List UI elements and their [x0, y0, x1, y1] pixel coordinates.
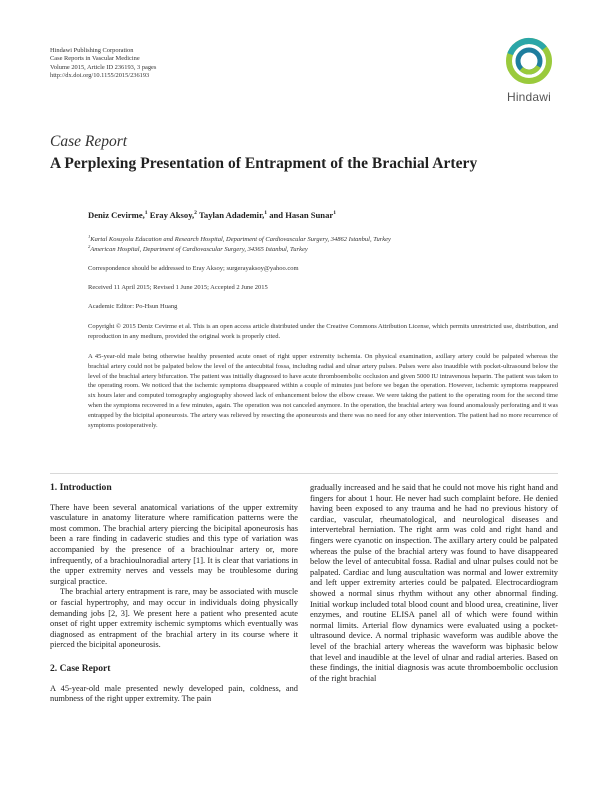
affiliation: [88, 235, 558, 245]
author-affiliation-number: 1: [264, 210, 268, 217]
article-type: Case Report: [50, 133, 128, 150]
affiliation-number: 2: [88, 243, 91, 249]
journal-volume: Volume 2015, Article ID 236193, 3 pages: [50, 63, 157, 71]
abstract: A 45-year-old male being otherwise healthy presented acute onset of right upper extremity ischemia. On physical examination, axillary artery could be palpated whereas the brachial artery could not be palpated below the level of the antecubital fossa, including radial and ulnar artery pulses. Pulses were also inaudible with pocket-ultrasound below the level of the brachial artery bifurcation. The patient was initially diagnosed to have acute thromboembolic occlusion and given 5000 IU intravenous heparin. The patient was taken to the operating room. We noticed that the ischemic symptoms disappeared within a couple of minutes just before we began the operation. However, ischemic symptoms reappeared six hours later and computed tomography angiography showed lack of enhancement below the elbow crease. We were taking the patient to the operating room for the second time when the symptoms recovered in a few minutes, again. The operation was not canceled anymore. In the operation, the brachial artery was found anomalously perforating and it was entrapped by the bicipital aponeurosis. The artery was relieved by resecting the aponeurosis and there was no need for any other intervention. The patient had no more recurrence of symptoms postoperatively.: [88, 353, 558, 429]
author-affiliation-number: 1: [144, 210, 148, 217]
author-name: Hasan Sunar: [285, 210, 334, 220]
paragraph: gradually increased and he said that he could not move his right hand and fingers for about 1 hour. He never had such complaint before. He denied having been exposed to any trauma and he had no previous history of cardiac, vascular, rheumatological, and neurological diseases and intervertebral herniation. The right arm was cold and right hand and fingers were cyanotic on inspection. The axillary artery could be palpated whereas the pulse of the brachial artery was found to have disappeared below the level of antecubital fossa. Radial and ulnar pulses could not be palpated. Cardiac and lung auscultation was normal and lower extremity and left upper extremity arteries could be palpated. Electrocardiogram showed a normal sinus rhythm without any other abnormal finding. Initial workup included total blood count and blood urea, creatinine, liver enzymes, and routine ELISA panel all of which were found within normal limits. Arterial flow dynamics were evaluated using a pocket-ultrasound device. A normal triphasic waveform was audible above the level of the brachial artery whereas the waveform was biphasic below that level and inaudible at the level of ulnar and radial arteries. Based on these findings, the initial diagnosis was acute thromboembolic occlusion of the right brachial: [310, 483, 558, 683]
paragraph: A 45-year-old male presented newly developed pain, coldness, and numbness of the right upper extremity. The pain: [50, 683, 298, 704]
hindawi-wordmark: Hindawi: [506, 90, 552, 104]
correspondence: Correspondence should be addressed to Eray Aksoy; surgerayaksoy@yahoo.com: [88, 265, 299, 272]
paragraph: There have been several anatomical variations of the upper extremity vasculature in anatomy literature where ramification patterns were the most common. The brachial artery piercing the bicipital aponeurosis has been a rare finding in cadaveric studies and this type of variation was accompanied by the presence of a brachioulnar artery or, more infrequently, of a brachioulnoradial artery [1]. It is clear that variations in the upper extremity nerves and vessels may be troublesome during surgical practice.: [50, 502, 298, 586]
hindawi-logo: [499, 37, 559, 105]
article-title: A Perplexing Presentation of Entrapment of the Brachial Artery: [50, 155, 478, 172]
journal-publisher: Hindawi Publishing Corporation: [50, 47, 134, 54]
author-name: Deniz Cevirme,: [88, 210, 145, 220]
affiliation-text: Kartal Kosuyolu Education and Research Hospital, Department of Cardiovascular Surgery, 34862 Istanbul, Turkey: [90, 236, 391, 243]
received-dates: Received 11 April 2015; Revised 1 June 2015; Accepted 2 June 2015: [88, 284, 268, 291]
section-heading-case-report: 2. Case Report: [50, 662, 111, 674]
journal-doi: http://dx.doi.org/10.1155/2015/236193: [50, 72, 150, 80]
affiliation-text: American Hospital, Department of Cardiovascular Surgery, 34365 Istanbul, Turkey: [90, 245, 308, 253]
copyright-notice: Copyright © 2015 Deniz Cevirme et al. This is an open access article distributed under the Creative Commons Attribution License, which permits unrestricted use, distribution, and reproduction in any medium, provided the original work is properly cited.: [88, 323, 558, 340]
author-affiliation-number: 2: [194, 210, 197, 217]
body-left-column: [50, 483, 298, 705]
body-right-column: [310, 483, 558, 684]
paragraph: The brachial artery entrapment is rare, may be associated with muscle or fascial hypertrophy, and may occur in individuals doing physically demanding jobs [2, 3]. We present here a patient who presented acute onset of right upper extremity ischemic symptoms which eventually was diagnosed as entrapment of the brachial artery in its course where it pierced the bicipital aponeurosis.: [50, 587, 298, 650]
author-list: [88, 210, 336, 220]
section-heading-introduction: 1. Introduction: [50, 482, 112, 493]
journal-info: [50, 47, 156, 81]
hindawi-logo-icon: [505, 37, 553, 87]
journal-name: Case Reports in Vascular Medicine: [50, 55, 140, 63]
author-name: Eray Aksoy,: [149, 210, 195, 220]
affiliation: [88, 245, 558, 255]
author-affiliation-number: 1: [333, 210, 336, 217]
author-separator: and: [267, 210, 286, 220]
academic-editor: Academic Editor: Po-Hsun Huang: [88, 303, 178, 310]
affiliation-number: 1: [88, 233, 91, 239]
affiliations: [88, 235, 558, 255]
author-name: Taylan Adademir,: [198, 210, 265, 220]
section-divider: [50, 473, 558, 474]
